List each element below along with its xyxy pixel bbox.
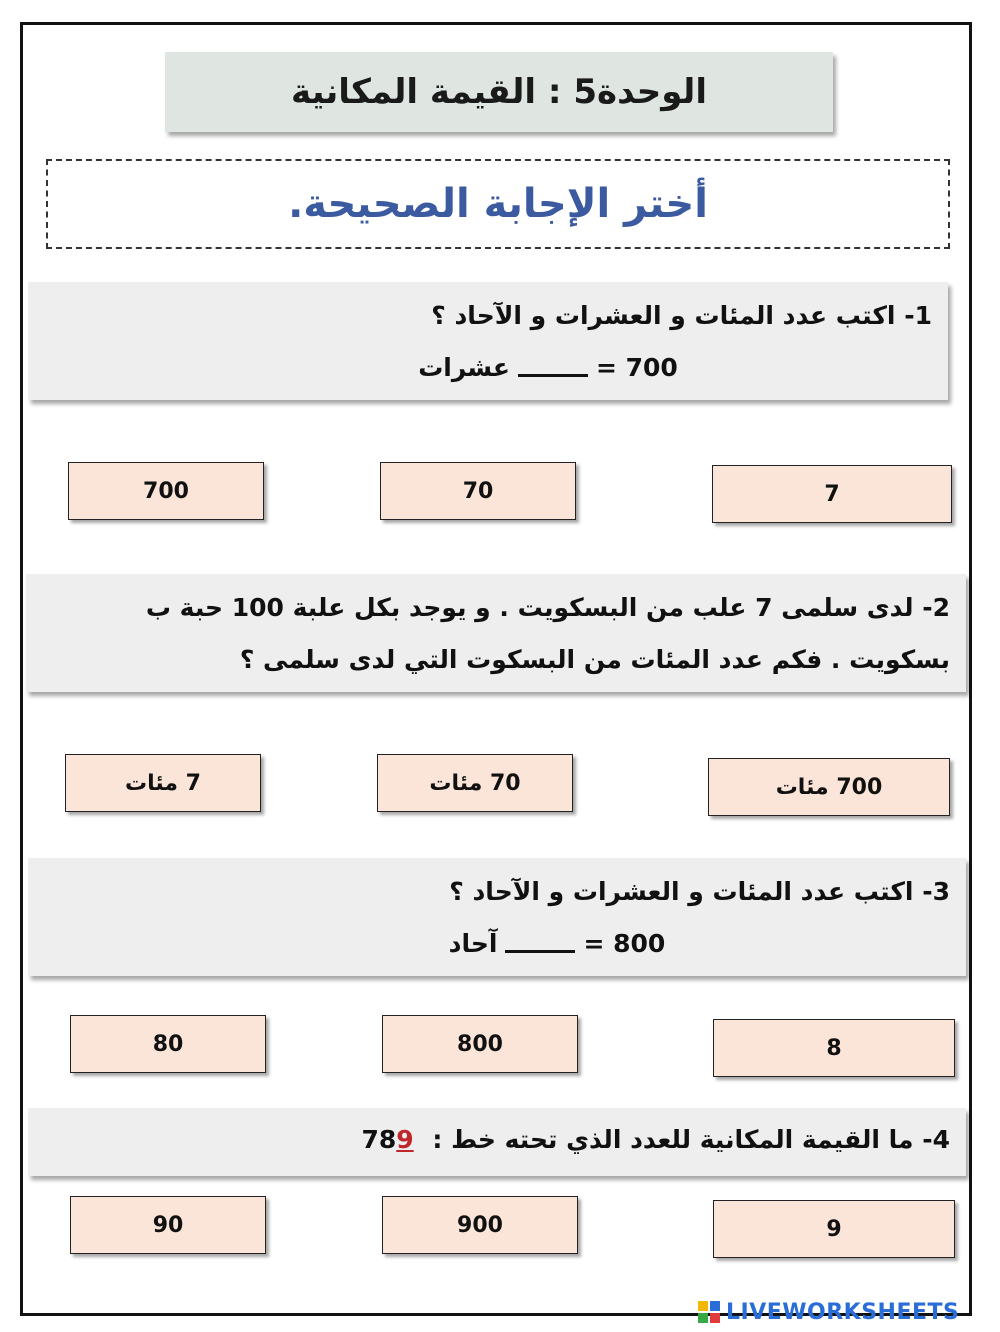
question-2-text-line2: بسكويت . فكم عدد المئات من البسكوت التي لدى سلمى ؟ [239,645,950,674]
answer-option-label: 80 [152,1031,184,1057]
page-title [165,52,833,132]
liveworksheets-logo-icon [698,1301,720,1323]
question-3-blank [505,938,575,953]
question-1-equation [44,342,932,394]
question-1-number: 700 = [595,353,678,382]
answer-option[interactable] [712,465,952,523]
answer-option-label: 70 مئات [429,770,521,796]
answer-option-label: 700 [143,478,189,504]
instruction-banner [46,159,950,249]
question-1-blank [518,362,588,377]
question-4-number [361,1114,413,1166]
answer-option[interactable] [382,1015,578,1073]
instruction-text: أختر الإجابة الصحيحة. [288,181,708,227]
answer-option-label: 7 [824,481,840,507]
question-4 [28,1108,966,1176]
question-1-text: 1- اكتب عدد المئات و العشرات و الآحاد ؟ [431,301,932,330]
answer-option[interactable] [708,758,950,816]
answer-option-label: 7 مئات [125,770,201,796]
answer-option[interactable] [380,462,576,520]
answer-option-label: 700 مئات [775,774,883,800]
question-4-text [44,1114,950,1166]
answer-option-label: 800 [457,1031,503,1057]
page-title-text: الوحدة5 : القيمة المكانية [291,72,707,112]
liveworksheets-logo-text: LIVEWORKSHEETS [726,1299,960,1325]
answer-option-label: 70 [462,478,494,504]
question-3-text: 3- اكتب عدد المئات و العشرات و الآحاد ؟ [449,877,950,906]
question-3 [28,858,966,976]
answer-option-label: 90 [152,1212,184,1238]
answer-option-label: 9 [826,1216,842,1242]
question-2 [26,574,966,692]
question-1-unit: عشرات [418,353,510,382]
question-3-unit: آحاد [448,929,498,958]
answer-option[interactable] [68,462,264,520]
answer-option[interactable] [377,754,573,812]
question-2-text-line1: 2- لدى سلمى 7 علب من البسكويت . و يوجد بكل علبة 100 حبة ب [145,593,950,622]
answer-option[interactable] [65,754,261,812]
answer-option-label: 8 [826,1035,842,1061]
answer-option[interactable] [70,1015,266,1073]
question-4-prompt: 4- ما القيمة المكانية للعدد الذي تحته خط : [432,1125,950,1154]
question-4-underlined-digit: 9 [396,1125,414,1154]
question-3-equation [44,918,950,970]
answer-option[interactable] [713,1019,955,1077]
question-1 [28,282,948,400]
question-4-number-prefix: 78 [361,1125,397,1154]
answer-option[interactable] [713,1200,955,1258]
answer-option-label: 900 [457,1212,503,1238]
answer-option[interactable] [70,1196,266,1254]
answer-option[interactable] [382,1196,578,1254]
question-3-number: 800 = [583,929,666,958]
liveworksheets-logo [698,1297,959,1327]
